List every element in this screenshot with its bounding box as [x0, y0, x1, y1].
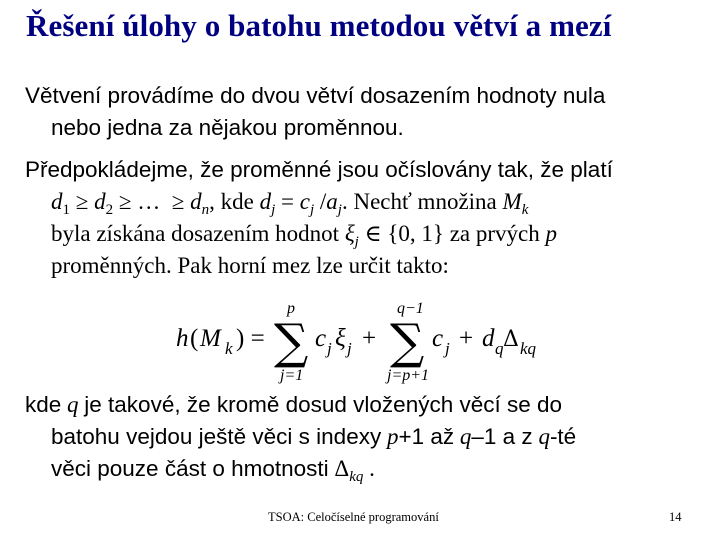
- var-q: q: [538, 424, 550, 449]
- geq-symbol: ≥: [171, 189, 185, 214]
- sigma-symbol: ∑: [274, 314, 309, 370]
- text: -té: [549, 424, 577, 449]
- var-M: M: [502, 189, 522, 214]
- footer-text: TSOA: Celočíselné programování: [268, 510, 439, 524]
- delta-symbol: Δ: [334, 456, 350, 481]
- text-line: Předpokládejme, že proměnné jsou očíslovány tak, že platí: [25, 157, 613, 182]
- sum2-lower-limit: j=p+1: [387, 367, 430, 384]
- slash-symbol: /: [319, 189, 327, 214]
- text-line: [25, 421, 705, 453]
- text-line: [25, 453, 705, 485]
- subscript: j: [354, 234, 359, 250]
- var-a: a: [326, 189, 338, 214]
- equals-symbol: =: [281, 189, 294, 214]
- geq-symbol: ≥: [118, 189, 132, 214]
- text: +1 až: [398, 424, 455, 449]
- var-h: h: [176, 325, 189, 352]
- var-d: d: [51, 189, 63, 214]
- sum2-upper-limit: q−1: [397, 300, 424, 317]
- page-number: 14: [669, 510, 682, 524]
- subscript-j: j: [445, 339, 450, 358]
- text-line: Větvení provádíme do dvou větví dosazením hodnoty nula: [25, 83, 606, 108]
- text: kde: [25, 392, 62, 417]
- subscript: 2: [105, 202, 114, 218]
- var-c: c: [299, 189, 310, 214]
- paragraph-assumption: [25, 154, 705, 282]
- set-zero-one: {0, 1}: [387, 221, 444, 246]
- subscript-j: j: [347, 339, 352, 358]
- var-q: q: [459, 424, 472, 449]
- var-d: d: [94, 189, 106, 214]
- text: , kde: [209, 189, 254, 214]
- var-c: c: [432, 325, 444, 352]
- text: za prvých: [449, 221, 540, 246]
- subscript-j: j: [327, 339, 332, 358]
- geq-symbol: ≥: [75, 189, 89, 214]
- text-line: [25, 389, 705, 421]
- var-M: M: [200, 325, 221, 352]
- var-d: d: [190, 189, 202, 214]
- text: věci pouze část o hmotnosti: [51, 456, 329, 481]
- var-p: p: [386, 424, 399, 449]
- text: –1 a z: [471, 424, 533, 449]
- text-line: proměnných. Pak horní mez lze určit takto:: [51, 253, 449, 278]
- var-d: d: [259, 189, 272, 214]
- plus-symbol: +: [362, 325, 377, 352]
- subscript-q: q: [495, 339, 504, 358]
- subscript-kq: kq: [520, 339, 537, 358]
- paragraph-branching: [25, 80, 705, 144]
- paragraph-explanation: [25, 389, 705, 485]
- text-line: nebo jedna za nějakou proměnnou.: [51, 115, 404, 140]
- rparen-equals: ) =: [236, 325, 265, 352]
- var-p: p: [545, 221, 558, 246]
- subscript-k: k: [225, 339, 233, 358]
- text: . Nechť množina: [341, 189, 497, 214]
- subscript: j: [271, 202, 276, 218]
- ordering-line: [25, 186, 705, 218]
- subscript: 1: [62, 202, 70, 218]
- var-c: c: [315, 325, 327, 352]
- slide-title: Řešení úlohy o batohu metodou větví a mezí: [26, 8, 612, 43]
- text: batohu vejdou ještě věci s indexy: [51, 424, 382, 449]
- var-xi: ξ: [344, 221, 355, 246]
- text: byla získána dosazením hodnot: [51, 221, 340, 246]
- ellipsis: …: [137, 189, 161, 214]
- period: .: [369, 456, 375, 481]
- values-line: [25, 218, 705, 250]
- plus-symbol: +: [459, 325, 474, 352]
- sum1-lower-limit: j=1: [280, 367, 304, 384]
- subscript: j: [337, 202, 342, 218]
- upper-bound-formula: [170, 296, 570, 384]
- text: je takové, že kromě dosud vložených věcí se do: [84, 392, 563, 417]
- subscript-kq: kq: [349, 469, 364, 485]
- delta-symbol: Δ: [503, 327, 519, 352]
- subscript: j: [309, 202, 315, 218]
- var-d: d: [482, 325, 495, 352]
- var-xi: ξ: [335, 325, 346, 352]
- subscript: k: [521, 202, 529, 218]
- lparen: (: [190, 325, 199, 352]
- sigma-symbol: ∑: [390, 314, 425, 370]
- subscript: n: [201, 202, 210, 218]
- sum1-upper-limit: p: [287, 300, 295, 317]
- var-q: q: [67, 392, 79, 417]
- element-of-symbol: ∈: [364, 221, 382, 246]
